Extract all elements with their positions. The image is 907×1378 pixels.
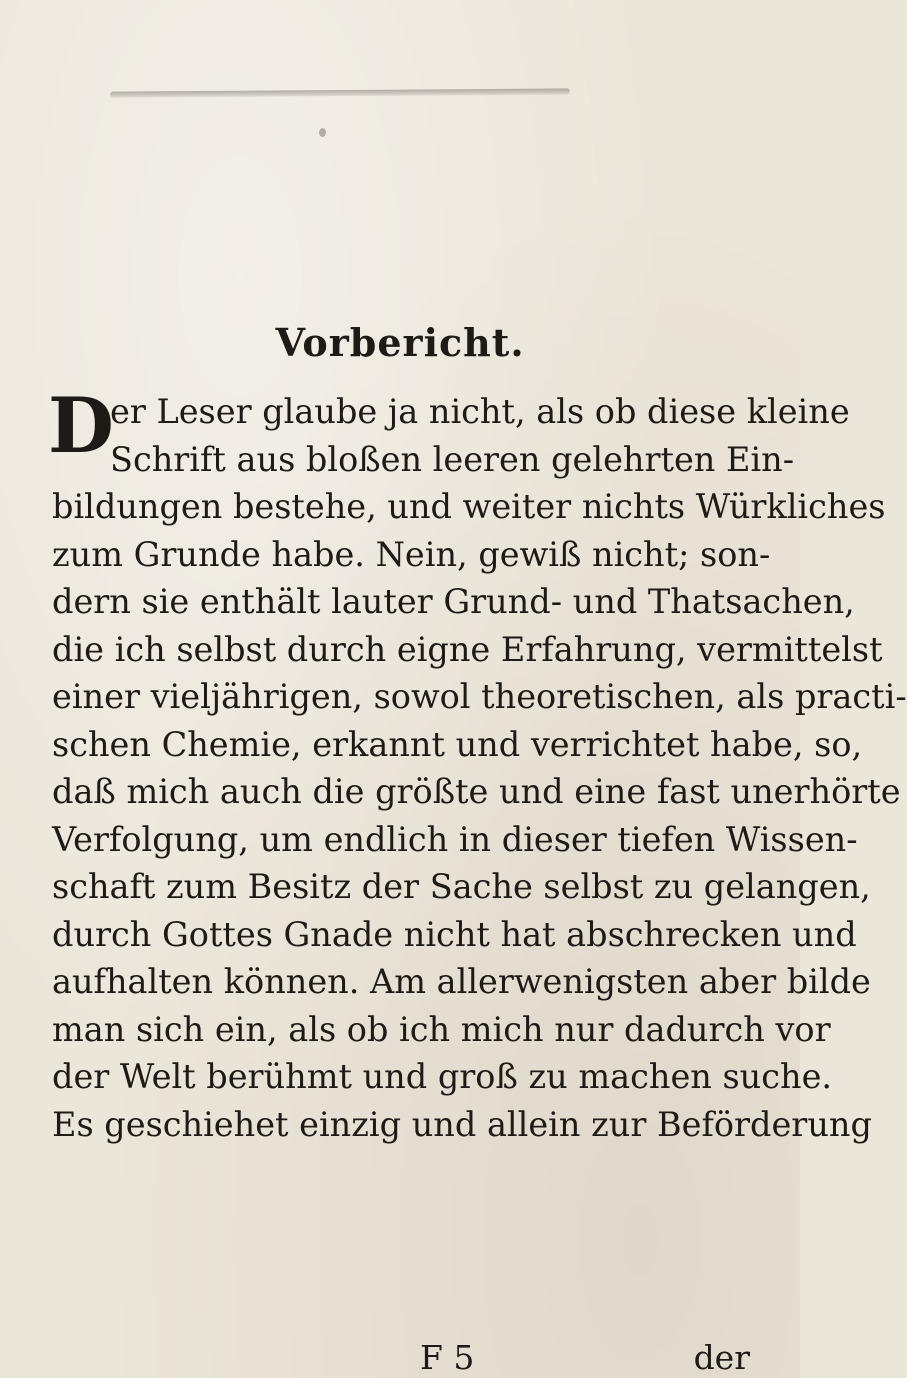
text-line: man sich ein, als ob ich mich nur dadurch vor — [52, 1009, 831, 1049]
bleed-through-mark — [319, 128, 326, 137]
text-line: schen Chemie, erkannt und verrichtet habe, so, — [52, 724, 863, 764]
text-line: er Leser glaube ja nicht, als ob diese kleine — [110, 392, 850, 431]
text-line: schaft zum Besitz der Sache selbst zu gelangen, — [52, 867, 871, 906]
bleed-through-rule — [110, 88, 570, 97]
page-heading: Vorbericht. — [275, 320, 525, 365]
text-line: aufhalten können. Am allerwenigsten aber bilde — [52, 962, 871, 1001]
text-line: Schrift aus bloßen leeren gelehrten Ein- — [110, 439, 795, 479]
text-line: Es geschiehet einzig und allein zur Beförderung — [52, 1104, 872, 1144]
page-footer — [52, 1340, 768, 1376]
text-line: dern sie enthält lauter Grund- und Thatsachen, — [52, 582, 855, 621]
text-line: der Welt berühmt und groß zu machen suche. — [52, 1057, 833, 1096]
text-line: einer vieljährigen, sowol theoretischen, als practi- — [52, 677, 907, 716]
text-line: bildungen bestehe, und weiter nichts Würkliches — [52, 487, 886, 526]
text-line: durch Gottes Gnade nicht hat abschrecken und — [52, 914, 857, 954]
signature-mark: F 5 — [420, 1338, 475, 1377]
drop-cap-initial: D — [48, 381, 114, 470]
body-paragraph — [52, 388, 907, 1148]
catchword: der — [693, 1338, 750, 1377]
text-line: Verfolgung, um endlich in dieser tiefen Wissen- — [52, 819, 858, 859]
text-line: zum Grunde habe. Nein, gewiß nicht; son- — [52, 534, 771, 574]
text-line: die ich selbst durch eigne Erfahrung, vermittelst — [52, 629, 883, 669]
text-line: daß mich auch die größte und eine fast unerhörte — [52, 772, 901, 811]
